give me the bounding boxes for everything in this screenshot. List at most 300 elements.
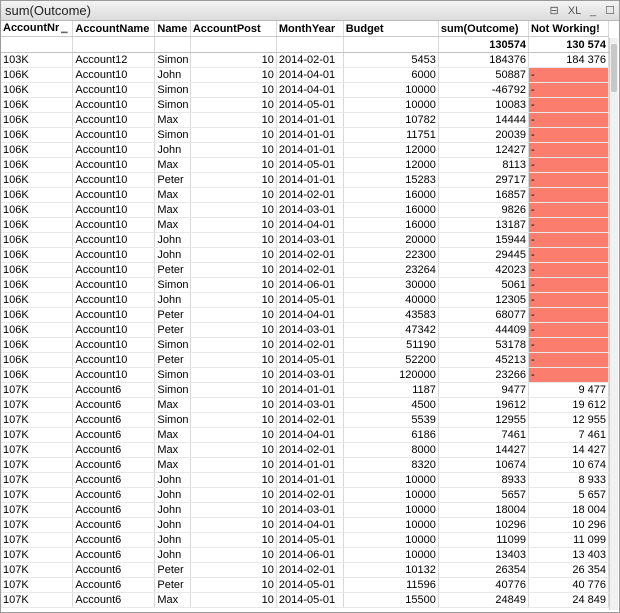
cell-budget: 22300 (343, 248, 438, 263)
table-row[interactable] (1, 353, 609, 368)
cell-accountnr: 106K (1, 128, 73, 143)
cell-accountnr: 106K (1, 368, 73, 383)
cell-budget: 10000 (343, 548, 438, 563)
cell-budget: 10132 (343, 563, 438, 578)
cell-sum-outcome: 8933 (438, 473, 528, 488)
cell-accountnr: 106K (1, 263, 73, 278)
cell-accountpost: 10 (190, 398, 276, 413)
cell-not-working: - (528, 113, 608, 128)
caption-tools (544, 4, 615, 17)
cell-accountname: Account6 (73, 563, 155, 578)
cell-sum-outcome: 13403 (438, 548, 528, 563)
cell-monthyear: 2014-04-01 (276, 218, 343, 233)
cell-accountnr: 107K (1, 593, 73, 608)
cell-name: Simon (155, 128, 190, 143)
cell-monthyear: 2014-02-01 (276, 443, 343, 458)
caption-bar (1, 1, 619, 21)
cell-monthyear: 2014-05-01 (276, 98, 343, 113)
col-header-accountname[interactable]: AccountName (73, 21, 155, 37)
cell-sum-outcome: 23266 (438, 368, 528, 383)
cell-accountpost: 10 (190, 113, 276, 128)
table-row[interactable] (1, 98, 609, 113)
cell-name: John (155, 518, 190, 533)
cell-not-working: 40 776 (528, 578, 608, 593)
cell-monthyear: 2014-03-01 (276, 503, 343, 518)
cell-name: Simon (155, 53, 190, 68)
cell-accountpost: 10 (190, 143, 276, 158)
col-header-monthyear[interactable]: MonthYear (276, 21, 343, 37)
cell-monthyear: 2014-02-01 (276, 563, 343, 578)
table-row[interactable] (1, 53, 609, 68)
cell-accountnr: 106K (1, 278, 73, 293)
cell-not-working: - (528, 278, 608, 293)
col-header-sum-outcome[interactable]: sum(Outcome) (438, 21, 528, 37)
cell-accountpost: 10 (190, 158, 276, 173)
cell-accountnr: 106K (1, 173, 73, 188)
cell-name: Max (155, 593, 190, 608)
table-row[interactable] (1, 203, 609, 218)
export-excel-icon[interactable]: XL (567, 5, 581, 17)
cell-name: Simon (155, 338, 190, 353)
cell-sum-outcome: 42023 (438, 263, 528, 278)
total-sum-outcome: 130574 (438, 37, 528, 53)
total-not-working: 130 574 (528, 37, 608, 53)
cell-budget: 10000 (343, 533, 438, 548)
cell-not-working: 24 849 (528, 593, 608, 608)
cell-not-working: 18 004 (528, 503, 608, 518)
cell-name: Peter (155, 323, 190, 338)
cell-sum-outcome: 7461 (438, 428, 528, 443)
cell-sum-outcome: 45213 (438, 353, 528, 368)
cell-sum-outcome: 10674 (438, 458, 528, 473)
cell-accountpost: 10 (190, 218, 276, 233)
table-row[interactable] (1, 323, 609, 338)
cell-accountname: Account6 (73, 503, 155, 518)
table-row[interactable] (1, 143, 609, 158)
cell-accountnr: 107K (1, 563, 73, 578)
table-row[interactable] (1, 443, 609, 458)
cell-sum-outcome: 184376 (438, 53, 528, 68)
cell-accountname: Account10 (73, 98, 155, 113)
cell-budget: 47342 (343, 323, 438, 338)
cell-monthyear: 2014-05-01 (276, 593, 343, 608)
cell-not-working: 5 657 (528, 488, 608, 503)
cell-accountpost: 10 (190, 323, 276, 338)
col-header-accountnr[interactable]: AccountNr ▁ (1, 21, 73, 37)
cell-budget: 40000 (343, 293, 438, 308)
cell-not-working: 14 427 (528, 443, 608, 458)
table-row[interactable] (1, 173, 609, 188)
cell-name: Max (155, 458, 190, 473)
cell-monthyear: 2014-01-01 (276, 173, 343, 188)
cell-budget: 5539 (343, 413, 438, 428)
col-header-not-working[interactable]: Not Working! (528, 21, 608, 37)
cell-accountname: Account10 (73, 263, 155, 278)
cell-not-working: - (528, 158, 608, 173)
cell-accountpost: 10 (190, 278, 276, 293)
cell-sum-outcome: 15944 (438, 233, 528, 248)
table-row[interactable] (1, 263, 609, 278)
cell-name: Peter (155, 173, 190, 188)
table-row[interactable] (1, 488, 609, 503)
cell-accountnr: 106K (1, 293, 73, 308)
cell-sum-outcome: 10083 (438, 98, 528, 113)
cell-name: John (155, 233, 190, 248)
cell-budget: 16000 (343, 188, 438, 203)
cell-not-working: - (528, 233, 608, 248)
cell-budget: 15500 (343, 593, 438, 608)
cell-name: John (155, 533, 190, 548)
cell-monthyear: 2014-03-01 (276, 203, 343, 218)
cell-budget: 15283 (343, 173, 438, 188)
cell-accountnr: 106K (1, 68, 73, 83)
cell-name: Simon (155, 383, 190, 398)
cell-not-working: - (528, 353, 608, 368)
cell-accountpost: 10 (190, 128, 276, 143)
cell-monthyear: 2014-04-01 (276, 308, 343, 323)
table-row[interactable] (1, 248, 609, 263)
table-row[interactable] (1, 113, 609, 128)
cell-monthyear: 2014-01-01 (276, 113, 343, 128)
table-row[interactable] (1, 563, 609, 578)
cell-monthyear: 2014-01-01 (276, 473, 343, 488)
cell-accountname: Account6 (73, 488, 155, 503)
cell-not-working: 26 354 (528, 563, 608, 578)
cell-accountname: Account10 (73, 248, 155, 263)
cell-accountname: Account6 (73, 383, 155, 398)
table-row[interactable] (1, 413, 609, 428)
cell-budget: 4500 (343, 398, 438, 413)
cell-accountpost: 10 (190, 488, 276, 503)
table-row[interactable] (1, 158, 609, 173)
cell-accountpost: 10 (190, 503, 276, 518)
cell-monthyear: 2014-02-01 (276, 488, 343, 503)
cell-not-working: - (528, 98, 608, 113)
cell-sum-outcome: 18004 (438, 503, 528, 518)
table-row[interactable] (1, 128, 609, 143)
cell-name: John (155, 293, 190, 308)
cell-budget: 43583 (343, 308, 438, 323)
cell-accountnr: 106K (1, 83, 73, 98)
cell-name: Max (155, 443, 190, 458)
cell-accountpost: 10 (190, 443, 276, 458)
cell-accountname: Account10 (73, 353, 155, 368)
cell-not-working: - (528, 368, 608, 383)
cell-accountnr: 107K (1, 398, 73, 413)
cell-name: John (155, 548, 190, 563)
cell-monthyear: 2014-02-01 (276, 413, 343, 428)
cell-accountpost: 10 (190, 338, 276, 353)
cell-sum-outcome: 9826 (438, 203, 528, 218)
cell-not-working: - (528, 263, 608, 278)
cell-sum-outcome: 11099 (438, 533, 528, 548)
cell-accountpost: 10 (190, 173, 276, 188)
cell-monthyear: 2014-05-01 (276, 578, 343, 593)
maximize-icon[interactable]: ☐ (605, 5, 615, 17)
table-row[interactable] (1, 278, 609, 293)
cell-not-working: 12 955 (528, 413, 608, 428)
cell-sum-outcome: 24849 (438, 593, 528, 608)
cell-monthyear: 2014-01-01 (276, 128, 343, 143)
cell-name: Simon (155, 83, 190, 98)
col-header-name[interactable]: Name (155, 21, 190, 37)
cell-sum-outcome: 16857 (438, 188, 528, 203)
cell-budget: 6186 (343, 428, 438, 443)
table-row[interactable] (1, 293, 609, 308)
cell-monthyear: 2014-02-01 (276, 188, 343, 203)
data-table (1, 21, 609, 608)
cell-accountname: Account10 (73, 233, 155, 248)
cell-sum-outcome: 20039 (438, 128, 528, 143)
cell-accountpost: 10 (190, 383, 276, 398)
cell-monthyear: 2014-03-01 (276, 368, 343, 383)
cell-name: Max (155, 428, 190, 443)
cell-accountnr: 107K (1, 503, 73, 518)
cell-accountpost: 10 (190, 533, 276, 548)
cell-monthyear: 2014-05-01 (276, 293, 343, 308)
cell-budget: 5453 (343, 53, 438, 68)
cell-budget: 10000 (343, 473, 438, 488)
cell-name: Simon (155, 278, 190, 293)
cell-sum-outcome: 68077 (438, 308, 528, 323)
cell-not-working: 11 099 (528, 533, 608, 548)
cell-not-working: - (528, 338, 608, 353)
cell-accountname: Account10 (73, 203, 155, 218)
table-row[interactable] (1, 428, 609, 443)
cell-accountnr: 106K (1, 188, 73, 203)
table-row[interactable] (1, 533, 609, 548)
cell-not-working: - (528, 323, 608, 338)
cell-accountname: Account10 (73, 128, 155, 143)
cell-accountpost: 10 (190, 188, 276, 203)
cell-accountnr: 106K (1, 158, 73, 173)
cell-not-working: 10 674 (528, 458, 608, 473)
sort-icon[interactable]: ▁ (61, 24, 68, 33)
cell-accountname: Account10 (73, 368, 155, 383)
cell-sum-outcome: 9477 (438, 383, 528, 398)
cell-monthyear: 2014-03-01 (276, 398, 343, 413)
cell-not-working: 9 477 (528, 383, 608, 398)
table-row[interactable] (1, 518, 609, 533)
cell-not-working: - (528, 83, 608, 98)
cell-monthyear: 2014-04-01 (276, 83, 343, 98)
table-row[interactable] (1, 338, 609, 353)
cell-monthyear: 2014-01-01 (276, 458, 343, 473)
scrollbar-thumb[interactable] (611, 44, 617, 92)
cell-sum-outcome: 44409 (438, 323, 528, 338)
cell-accountpost: 10 (190, 83, 276, 98)
cell-budget: 8000 (343, 443, 438, 458)
cell-budget: 12000 (343, 158, 438, 173)
cell-name: Max (155, 113, 190, 128)
table-row[interactable] (1, 368, 609, 383)
cell-accountnr: 107K (1, 578, 73, 593)
cell-name: Max (155, 203, 190, 218)
cell-accountname: Account6 (73, 518, 155, 533)
cell-budget: 10000 (343, 518, 438, 533)
cell-accountnr: 106K (1, 248, 73, 263)
cell-not-working: - (528, 128, 608, 143)
cell-sum-outcome: 14444 (438, 113, 528, 128)
cell-accountpost: 10 (190, 458, 276, 473)
cell-accountname: Account10 (73, 158, 155, 173)
cell-accountpost: 10 (190, 368, 276, 383)
table-row[interactable] (1, 383, 609, 398)
cell-accountnr: 107K (1, 488, 73, 503)
cell-accountpost: 10 (190, 548, 276, 563)
cell-name: Peter (155, 578, 190, 593)
cell-accountpost: 10 (190, 578, 276, 593)
cell-sum-outcome: 12955 (438, 413, 528, 428)
cell-budget: 10000 (343, 83, 438, 98)
cell-sum-outcome: 8113 (438, 158, 528, 173)
cell-budget: 23264 (343, 263, 438, 278)
cell-accountpost: 10 (190, 308, 276, 323)
cell-accountname: Account10 (73, 173, 155, 188)
cell-accountnr: 106K (1, 143, 73, 158)
cell-name: Max (155, 188, 190, 203)
cell-accountnr: 107K (1, 428, 73, 443)
cell-name: John (155, 248, 190, 263)
cell-accountname: Account10 (73, 338, 155, 353)
cell-budget: 16000 (343, 218, 438, 233)
cell-not-working: 13 403 (528, 548, 608, 563)
cell-budget: 11751 (343, 128, 438, 143)
cell-not-working: - (528, 218, 608, 233)
cell-accountnr: 107K (1, 383, 73, 398)
cell-budget: 1187 (343, 383, 438, 398)
cell-accountnr: 106K (1, 203, 73, 218)
cell-name: Simon (155, 413, 190, 428)
cell-accountnr: 106K (1, 323, 73, 338)
cell-budget: 12000 (343, 143, 438, 158)
cell-monthyear: 2014-01-01 (276, 383, 343, 398)
cell-accountpost: 10 (190, 593, 276, 608)
table-row[interactable] (1, 578, 609, 593)
cell-accountname: Account10 (73, 218, 155, 233)
cell-budget: 10000 (343, 98, 438, 113)
cell-name: Max (155, 218, 190, 233)
cell-accountpost: 10 (190, 203, 276, 218)
cell-budget: 20000 (343, 233, 438, 248)
cell-accountname: Account6 (73, 578, 155, 593)
cell-accountpost: 10 (190, 248, 276, 263)
cell-not-working: 8 933 (528, 473, 608, 488)
cell-budget: 51190 (343, 338, 438, 353)
window-title: sum(Outcome) (5, 3, 91, 18)
cell-not-working: - (528, 68, 608, 83)
cell-accountnr: 107K (1, 533, 73, 548)
cell-accountname: Account6 (73, 443, 155, 458)
cell-accountname: Account10 (73, 278, 155, 293)
vertical-scrollbar[interactable] (609, 38, 618, 610)
cell-accountname: Account6 (73, 413, 155, 428)
minimize-icon[interactable]: _ (589, 5, 597, 17)
cell-name: John (155, 488, 190, 503)
cell-name: John (155, 503, 190, 518)
cell-sum-outcome: 13187 (438, 218, 528, 233)
col-header-accountpost[interactable]: AccountPost (190, 21, 276, 37)
cell-accountpost: 10 (190, 563, 276, 578)
cell-monthyear: 2014-05-01 (276, 533, 343, 548)
table-row[interactable] (1, 548, 609, 563)
cell-accountname: Account12 (73, 53, 155, 68)
table-row[interactable] (1, 308, 609, 323)
cell-monthyear: 2014-06-01 (276, 548, 343, 563)
cell-accountpost: 10 (190, 98, 276, 113)
cell-budget: 8320 (343, 458, 438, 473)
cell-sum-outcome: 53178 (438, 338, 528, 353)
cell-accountnr: 103K (1, 53, 73, 68)
table-row[interactable] (1, 83, 609, 98)
cell-budget: 52200 (343, 353, 438, 368)
cell-budget: 16000 (343, 203, 438, 218)
cell-budget: 120000 (343, 368, 438, 383)
cell-accountnr: 106K (1, 353, 73, 368)
cell-name: Max (155, 158, 190, 173)
cell-accountnr: 106K (1, 308, 73, 323)
cell-name: Simon (155, 368, 190, 383)
cell-accountnr: 107K (1, 473, 73, 488)
table-row[interactable] (1, 593, 609, 608)
cell-sum-outcome: 19612 (438, 398, 528, 413)
table-row[interactable] (1, 398, 609, 413)
cell-accountpost: 10 (190, 353, 276, 368)
cell-accountnr: 106K (1, 338, 73, 353)
cell-not-working: 7 461 (528, 428, 608, 443)
cell-sum-outcome: -46792 (438, 83, 528, 98)
cell-sum-outcome: 50887 (438, 68, 528, 83)
cell-accountnr: 107K (1, 443, 73, 458)
table-row[interactable] (1, 473, 609, 488)
print-icon[interactable]: ⊟ (549, 5, 559, 17)
cell-accountname: Account10 (73, 113, 155, 128)
cell-monthyear: 2014-06-01 (276, 278, 343, 293)
cell-budget: 10000 (343, 503, 438, 518)
cell-name: Max (155, 398, 190, 413)
table-row[interactable] (1, 68, 609, 83)
cell-sum-outcome: 14427 (438, 443, 528, 458)
cell-accountpost: 10 (190, 68, 276, 83)
cell-accountnr: 106K (1, 113, 73, 128)
cell-budget: 30000 (343, 278, 438, 293)
cell-monthyear: 2014-04-01 (276, 428, 343, 443)
cell-name: Simon (155, 98, 190, 113)
table-row[interactable] (1, 218, 609, 233)
cell-accountnr: 107K (1, 458, 73, 473)
cell-accountname: Account10 (73, 323, 155, 338)
cell-not-working: - (528, 143, 608, 158)
cell-accountpost: 10 (190, 233, 276, 248)
cell-monthyear: 2014-03-01 (276, 323, 343, 338)
cell-sum-outcome: 40776 (438, 578, 528, 593)
cell-not-working: - (528, 293, 608, 308)
cell-name: John (155, 473, 190, 488)
cell-monthyear: 2014-02-01 (276, 248, 343, 263)
cell-accountpost: 10 (190, 293, 276, 308)
cell-budget: 10782 (343, 113, 438, 128)
table-row[interactable] (1, 188, 609, 203)
table-row[interactable] (1, 458, 609, 473)
cell-not-working: - (528, 248, 608, 263)
col-header-budget[interactable]: Budget (343, 21, 438, 37)
cell-sum-outcome: 12427 (438, 143, 528, 158)
table-row[interactable] (1, 503, 609, 518)
cell-monthyear: 2014-03-01 (276, 233, 343, 248)
cell-monthyear: 2014-05-01 (276, 158, 343, 173)
totals-row (1, 37, 609, 53)
table-row[interactable] (1, 233, 609, 248)
